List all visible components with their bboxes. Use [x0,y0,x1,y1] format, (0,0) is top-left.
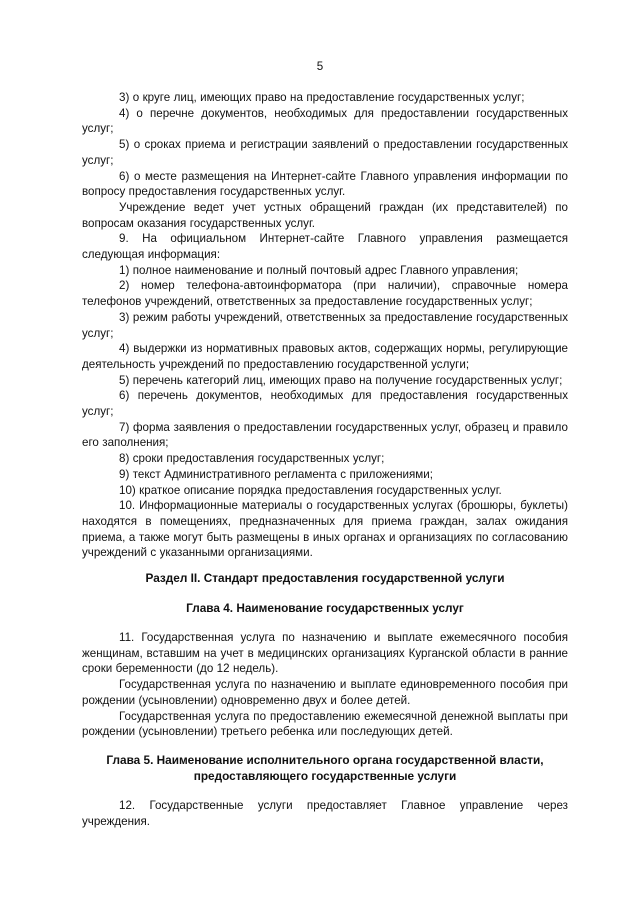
paragraph: 4) выдержки из нормативных правовых актов, содержащих нормы, регулирующие деятельность учреждений по предоставлению государственной услуги; [82,342,568,371]
paragraph: 12. Государственные услуги предоставляет Главное управление через учреждения. [82,799,568,828]
authority-block [82,798,568,829]
paragraph: 5) перечень категорий лиц, имеющих право на получение государственных услуг; [119,373,563,387]
paragraph: 6) перечень документов, необходимых для предоставления государственных услуг; [82,389,568,419]
paragraph: Государственная услуга по назначению и выплате единовременного пособия при рождении (усыновлении) одновременно двух и более детей. [82,678,568,707]
paragraph: Государственная услуга по предоставлению ежемесячной денежной выплаты при рождении (усыновлении) третьего ребенка или последующих детей. [82,709,568,739]
paragraph: 3) о круге лиц, имеющих право на предоставление государственных услуг; [119,91,525,104]
paragraph: 3) режим работы учреждений, ответственных за предоставление государственных услуг; [82,310,568,340]
section-heading-block [82,571,568,587]
paragraph: 2) номер телефона-автоинформатора (при наличии), справочные номера телефонов учреждений, ответственных за предоставление государственных услуг; [82,279,568,309]
paragraph: 6) о месте размещения на Интернет-сайте Главного управления информации по вопросу предоставления государственных услуг. [82,169,568,199]
chapter4-heading-block [82,601,568,617]
paragraph: 10) краткое описание порядка предоставления государственных услуг. [119,483,502,497]
services-block [82,630,568,740]
paragraph: 9) текст Административного регламента с приложениями; [119,467,433,481]
paragraph: Учреждение ведет учет устных обращений граждан (их представителей) по вопросам оказания государственных услуг. [82,200,568,230]
paragraph: 8) сроки предоставления государственных услуг; [119,452,385,466]
info-list-block [82,90,568,561]
paragraph: 1) полное наименование и полный почтовый адрес Главного управления; [119,263,519,277]
paragraph: 9. На официальном Интернет-сайте Главного управления размещается следующая информация: [82,232,568,262]
paragraph: 10. Информационные материалы о государственных услугах (брошюры, буклеты) находятся в помещениях, предназначенных для приема граждан, залах ожидания приема, а также могут быть размещены в иных органах и организациях по согласованию учреждений с указанными организациями. [82,499,568,560]
chapter5-heading-line1: Глава 5. Наименование исполнительного органа государственной власти, [106,753,544,767]
paragraph: 4) о перечне документов, необходимых для предоставлении государственных услуг; [82,106,568,136]
page-number: 5 [316,60,324,73]
chapter5-heading-line2: предоставляющего государственные услуги [193,768,457,783]
paragraph: 11. Государственная услуга по назначению и выплате ежемесячного пособия женщинам, вставшим на учет в медицинских организациях Курганской области в ранние сроки беременности (до 12 недель). [82,631,568,676]
chapter4-heading: Глава 4. Наименование государственных услуг [186,601,464,615]
paragraph: 7) форма заявления о предоставлении государственных услуг, образец и правило его заполнения; [82,420,568,450]
chapter5-heading-block [82,753,568,784]
section-heading: Раздел II. Стандарт предоставления государственной услуги [145,571,505,585]
paragraph: 5) о сроках приема и регистрации заявлений о предоставлении государственных услуг; [82,138,568,167]
